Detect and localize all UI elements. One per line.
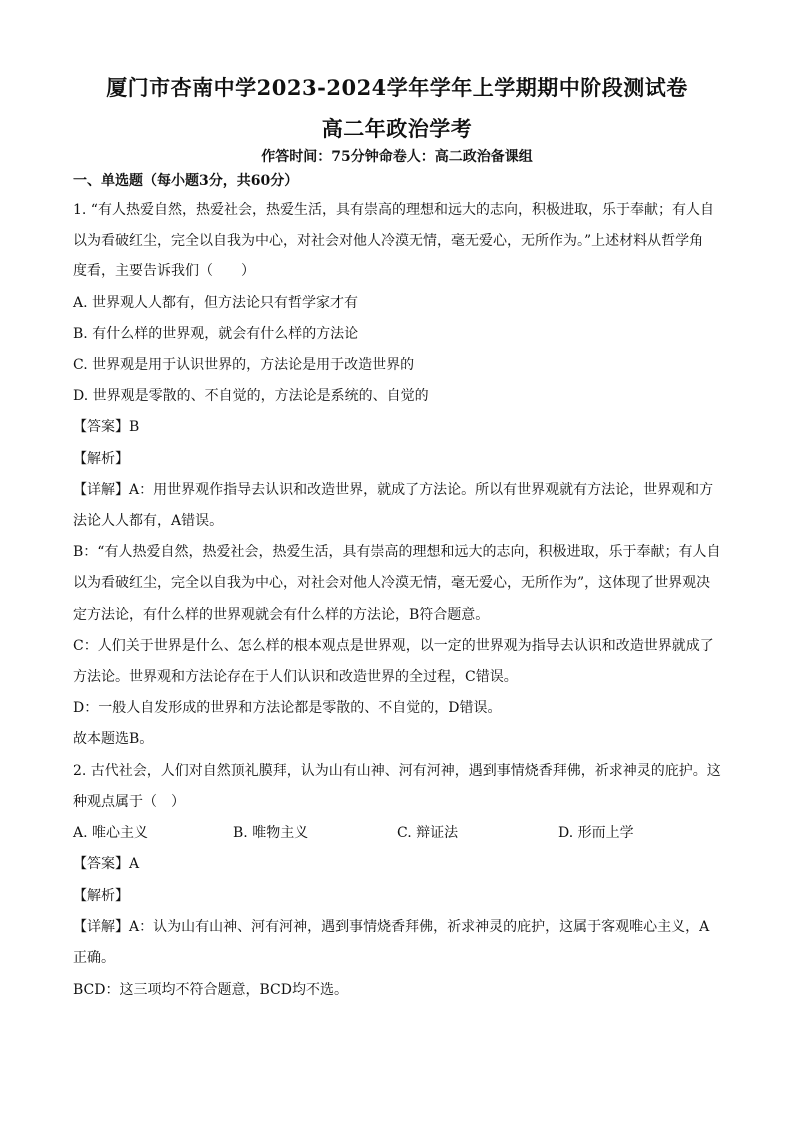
q2-detail-line: 【详解】A：认为山有山神、河有河神，遇到事情烧香拜佛，祈求神灵的庇护，这属于客观唯心主义，A	[73, 919, 710, 935]
q1-detail-line: B：“有人热爱自然，热爱社会，热爱生活，具有崇高的理想和远大的志向，积极进取，乐于奉献；有人自	[73, 544, 721, 560]
q1-answer: 【答案】B	[73, 419, 140, 435]
q1-stem-line: 度看，主要告诉我们（ ）	[73, 263, 255, 279]
q1-option-d: D. 世界观是零散的、不自觉的，方法论是系统的、自觉的	[73, 388, 429, 404]
q2-detail-line: 正确。	[73, 950, 115, 966]
q1-detail-line: 【详解】A：用世界观作指导去认识和改造世界，就成了方法论。所以有世界观就有方法论，世界观和方	[73, 482, 714, 498]
q1-detail-line: 方法论。世界观和方法论存在于人们认识和改造世界的全过程，C错误。	[73, 669, 518, 685]
q2-answer: 【答案】A	[73, 856, 140, 872]
q1-analysis-label: 【解析】	[73, 451, 129, 467]
q2-detail-line: BCD：这三项均不符合题意，BCD均不选。	[73, 982, 348, 998]
q1-option-b: B. 有什么样的世界观，就会有什么样的方法论	[73, 326, 359, 342]
q1-stem-line: 以为看破红尘，完全以自我为中心，对社会对他人冷漠无情，毫无爱心，无所作为。”上述材料从哲学角	[73, 233, 704, 249]
q2-option-a: A. 唯心主义	[73, 825, 149, 841]
q1-detail-line: 法论人人都有，A错误。	[73, 513, 224, 529]
q1-detail-line: 以为看破红尘，完全以自我为中心，对社会对他人冷漠无情，毫无爱心，无所作为”，这体现了世界观决	[73, 575, 711, 591]
exam-subtitle: 高二年政治学考	[321, 116, 473, 141]
exam-meta: 作答时间：75分钟命卷人：高二政治备课组	[261, 149, 533, 165]
q2-stem-line: 2. 古代社会，人们对自然顶礼膜拜，认为山有山神、河有河神，遇到事情烧香拜佛，祈求神灵的庇护。这	[73, 763, 721, 779]
q1-detail-line: D：一般人自发形成的世界和方法论都是零散的、不自觉的，D错误。	[73, 700, 502, 716]
q2-option-b: B. 唯物主义	[233, 825, 309, 841]
q1-detail-line: 定方法论，有什么样的世界观就会有什么样的方法论，B符合题意。	[73, 607, 490, 623]
q2-analysis-label: 【解析】	[73, 888, 129, 904]
q1-option-a: A. 世界观人人都有，但方法论只有哲学家才有	[73, 295, 359, 311]
q1-option-c: C. 世界观是用于认识世界的，方法论是用于改造世界的	[73, 357, 415, 373]
q1-detail-line: 故本题选B。	[73, 731, 154, 747]
q2-option-c: C. 辩证法	[397, 825, 459, 841]
q2-stem-line: 种观点属于（ ）	[73, 794, 185, 810]
q1-stem-line: 1. “有人热爱自然，热爱社会，热爱生活，具有崇高的理想和远大的志向，积极进取，乐于奉献；有人自	[73, 202, 714, 218]
q2-option-d: D. 形而上学	[558, 825, 634, 841]
exam-title: 厦门市杏南中学2023-2024学年学年上学期期中阶段测试卷	[106, 75, 688, 100]
section-heading: 一、单选题（每小题3分，共60分）	[73, 173, 299, 189]
q1-detail-line: C：人们关于世界是什么、怎么样的根本观点是世界观，以一定的世界观为指导去认识和改造世界就成了	[73, 638, 714, 654]
